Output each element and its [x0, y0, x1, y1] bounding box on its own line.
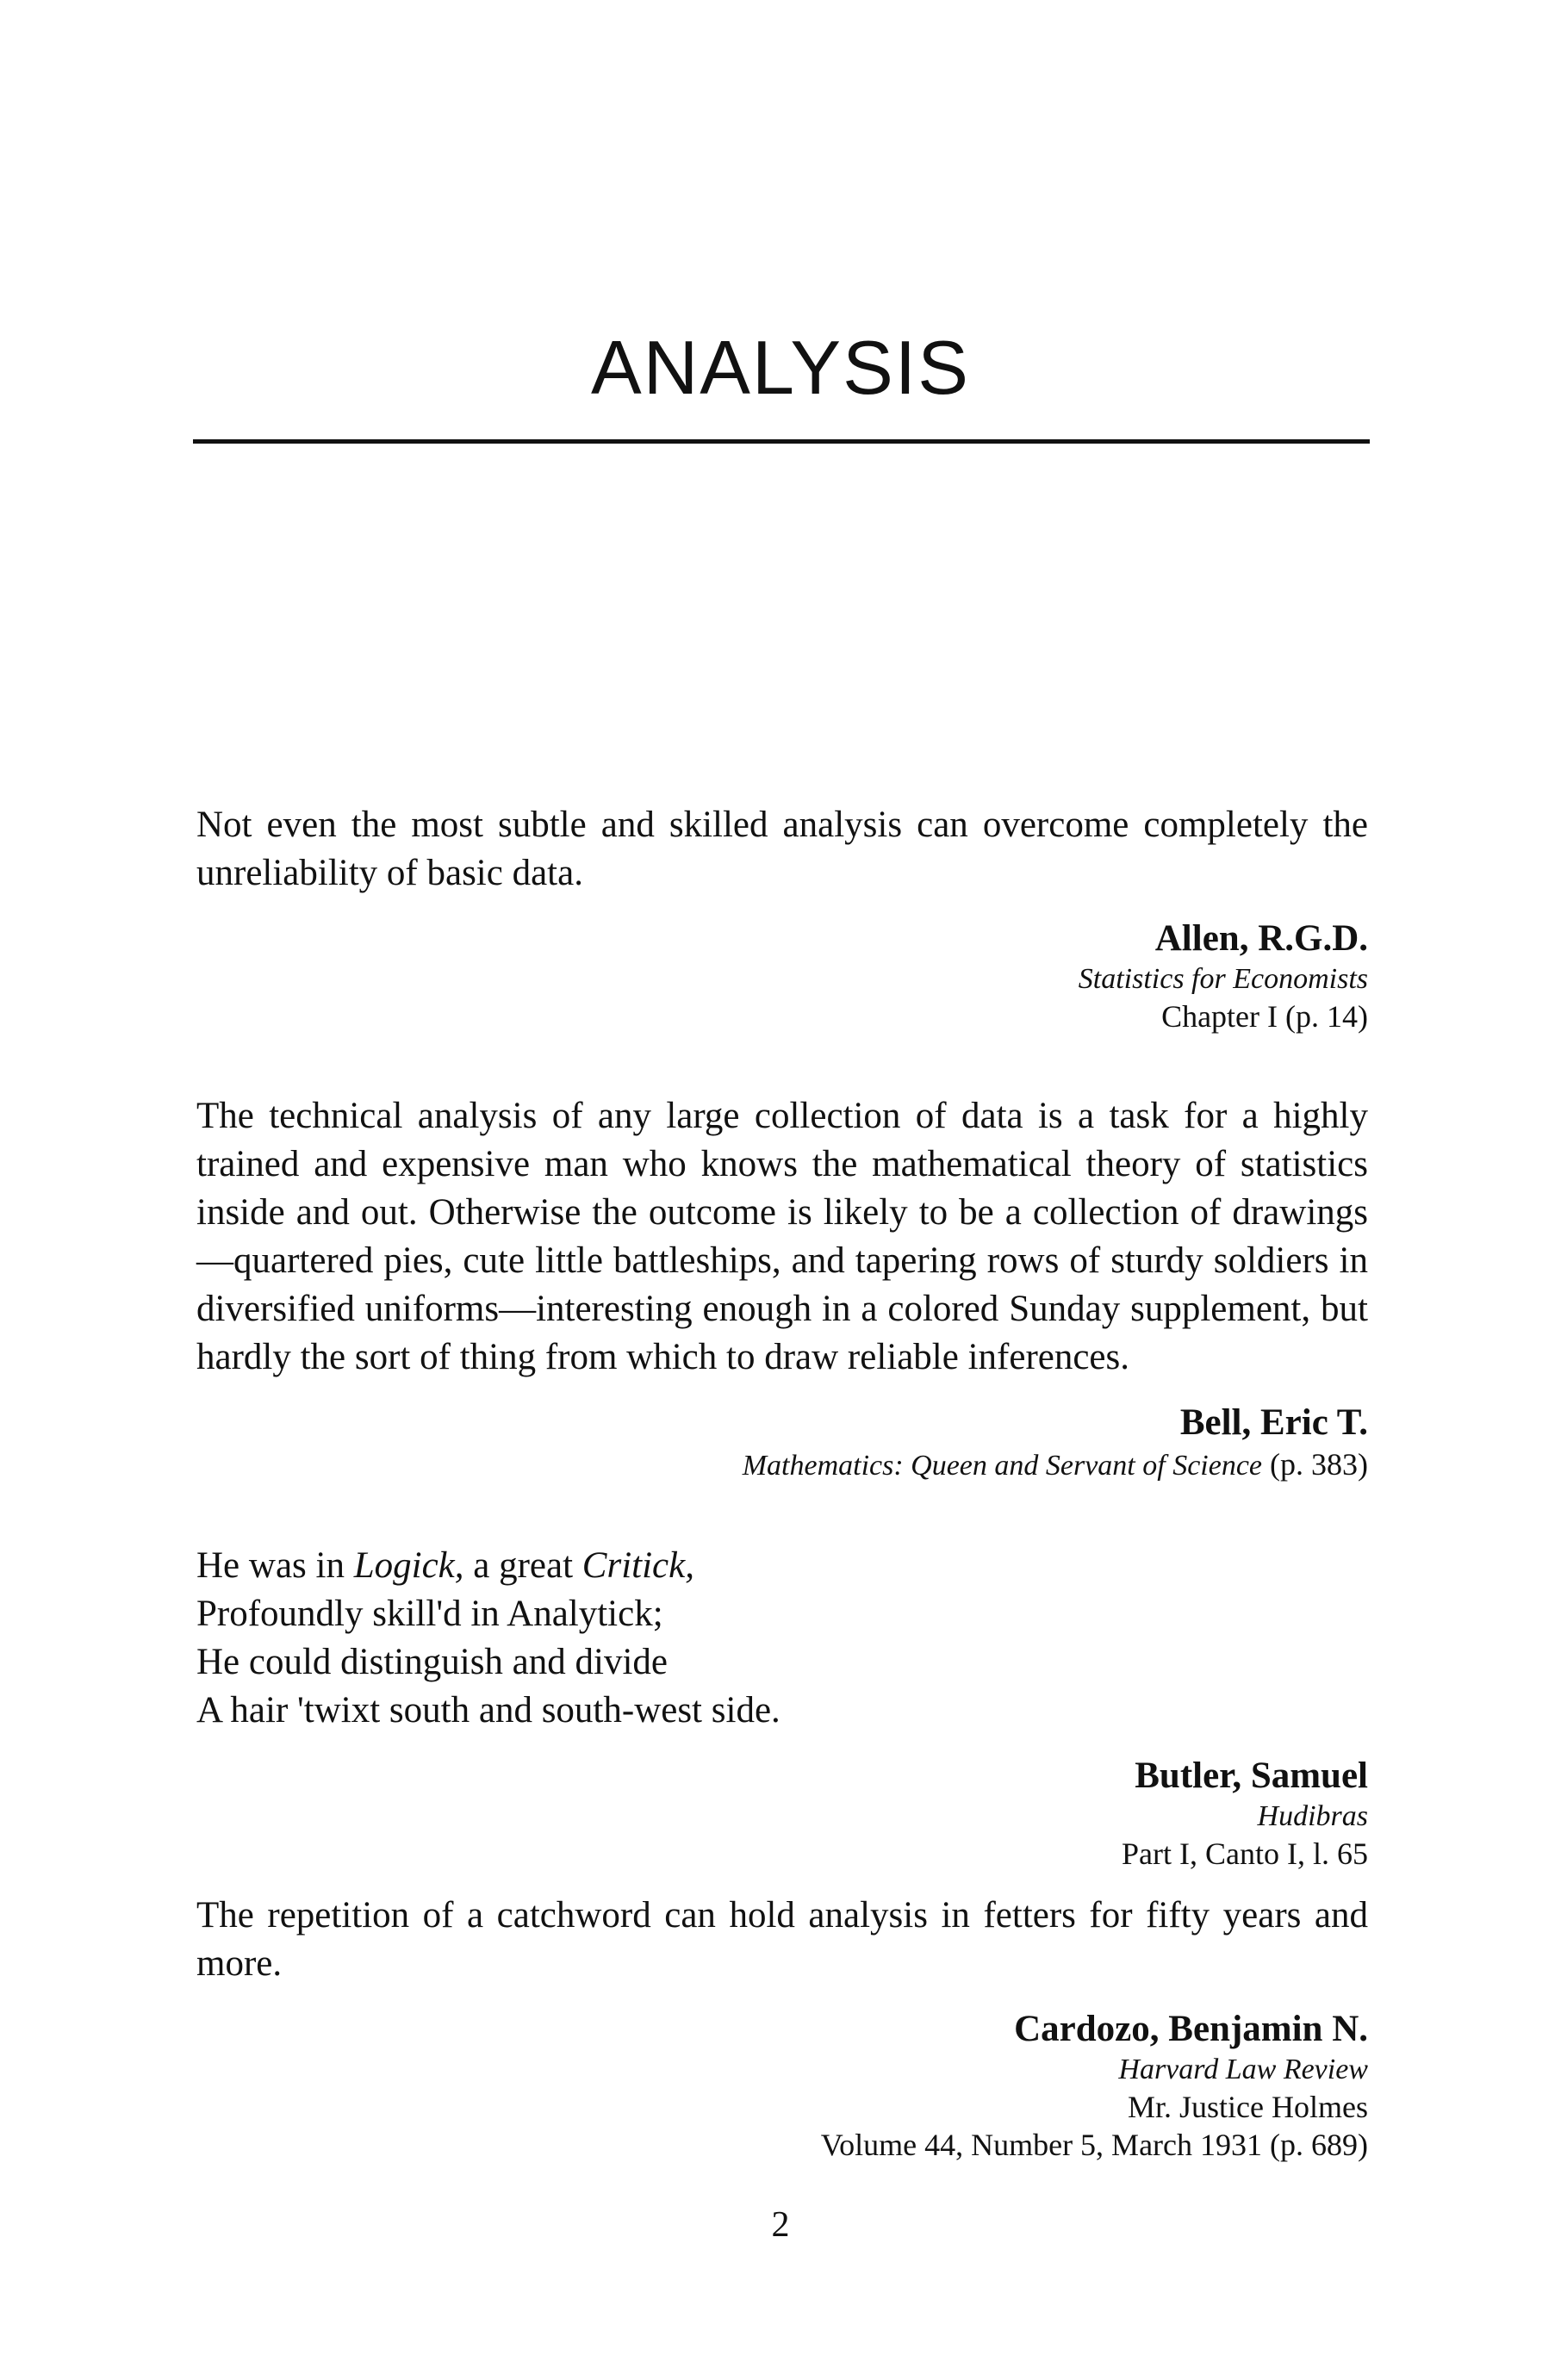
page-number: 2 — [771, 2205, 790, 2245]
quote-entry-allen — [196, 801, 1368, 1035]
verse-line: He was in Logick, a great Critick, — [196, 1545, 694, 1586]
work-title: Hudibras — [1257, 1800, 1368, 1832]
attribution — [196, 917, 1368, 1035]
citation-detail: Volume 44, Number 5, March 1931 (p. 689) — [820, 2128, 1368, 2162]
page-title: ANALYSIS — [591, 325, 970, 410]
citation-detail: Mr. Justice Holmes — [1128, 2090, 1368, 2124]
citation-line — [196, 1445, 1368, 1484]
attribution — [196, 1401, 1368, 1484]
title-rule — [193, 439, 1370, 444]
verse-line: A hair 'twixt south and south-west side. — [196, 1690, 780, 1731]
author-name: Cardozo, Benjamin N. — [1014, 2009, 1368, 2049]
attribution — [196, 2007, 1368, 2164]
attribution — [196, 1754, 1368, 1873]
quote-entry-bell — [196, 1092, 1368, 1484]
quote-text: Not even the most subtle and skilled analysis can overcome completely the unreliability of basic data. — [196, 805, 1368, 893]
page-reference: (p. 383) — [1262, 1447, 1368, 1482]
verse-line: He could distinguish and divide — [196, 1642, 668, 1682]
author-name: Bell, Eric T. — [1179, 1402, 1368, 1443]
verse-line: Profoundly skill'd in Analytick; — [196, 1594, 663, 1634]
author-name: Butler, Samuel — [1135, 1755, 1368, 1796]
work-title: Mathematics: Queen and Servant of Science — [742, 1450, 1263, 1482]
quote-entry-butler — [196, 1542, 1368, 1873]
work-title: Statistics for Economists — [1078, 963, 1368, 995]
author-name: Allen, R.G.D. — [1154, 918, 1368, 959]
work-title: Harvard Law Review — [1118, 2054, 1368, 2085]
quote-text: The technical analysis of any large collection of data is a task for a highly trained and expensive man who knows the mathematical theory of statistics inside and out. Otherwise the outcome is likely to be a collection of drawings—quartered pies, cute little battleships, and tapering rows of sturdy soldiers in diversified uniforms—interesting enough in a colored Sunday supplement, but hardly the sort of thing from which to draw reliable inferences. — [196, 1096, 1368, 1377]
quote-text: The repetition of a catchword can hold analysis in fetters for fifty years and more. — [196, 1895, 1368, 1984]
citation-detail: Chapter I (p. 14) — [1161, 999, 1368, 1034]
citation-detail: Part I, Canto I, l. 65 — [1122, 1836, 1368, 1871]
quote-entry-cardozo — [196, 1892, 1368, 2164]
